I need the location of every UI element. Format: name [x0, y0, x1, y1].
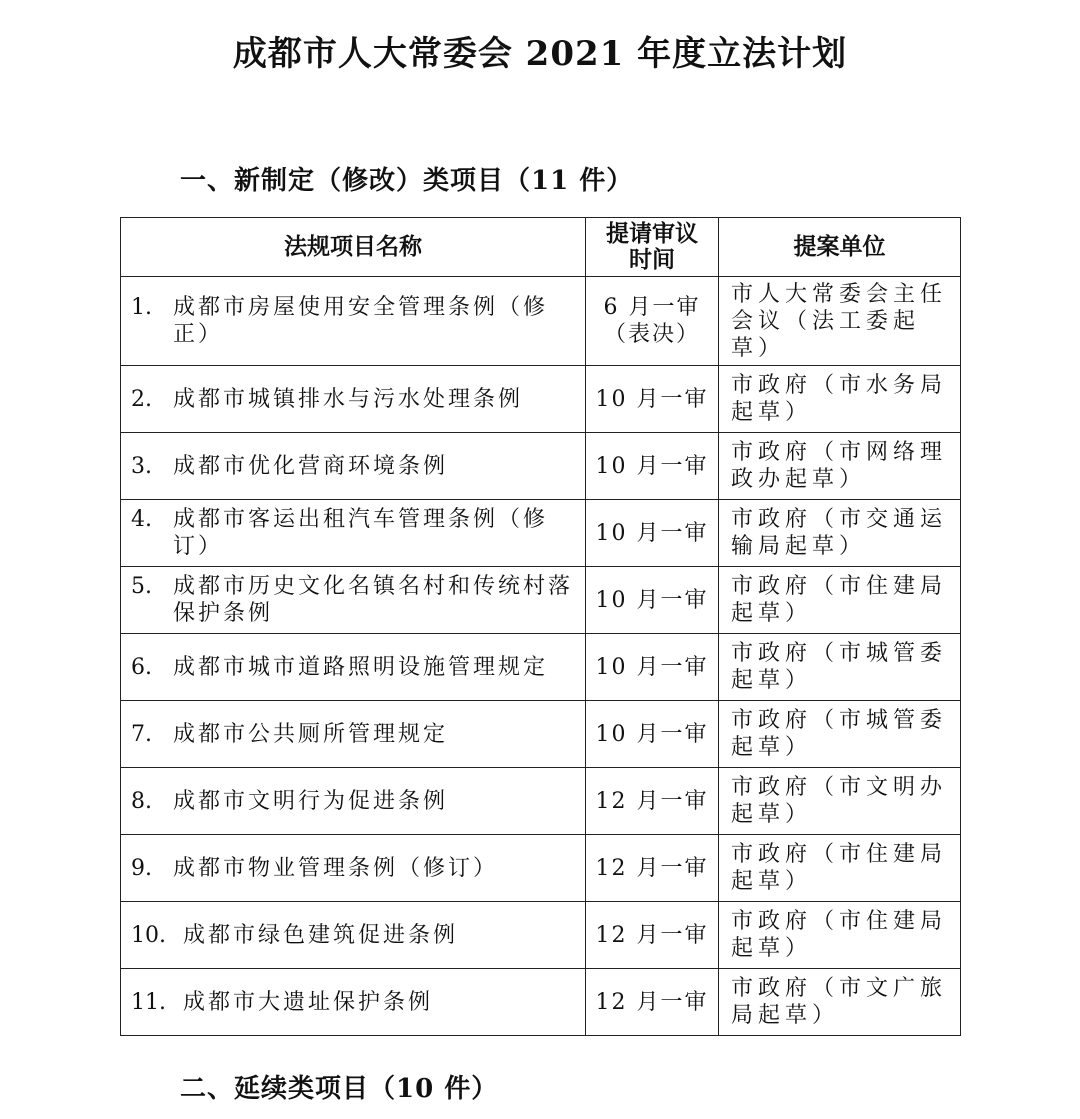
project-name-cell [121, 969, 586, 1036]
project-title: 成都市公共厕所管理规定 [173, 721, 449, 747]
project-title: 成都市大遗址保护条例 [183, 989, 434, 1015]
row-number: 10. [131, 922, 166, 948]
table-row [121, 902, 961, 969]
review-time-cell: 10 月一审 [586, 500, 719, 567]
project-title: 成都市文明行为促进条例 [173, 788, 449, 814]
project-name [121, 294, 585, 348]
project-name-cell [121, 433, 586, 500]
row-number: 4. [131, 507, 152, 532]
review-time-cell: 10 月一审 [586, 567, 719, 634]
review-time-cell: 12 月一审 [586, 902, 719, 969]
proposing-unit-cell: 市政府（市交通运输局起草） [719, 500, 961, 567]
project-name-cell [121, 277, 586, 366]
row-number: 6. [131, 654, 152, 680]
row-number: 3. [131, 453, 152, 479]
review-time-cell: 12 月一审 [586, 768, 719, 835]
project-title: 成都市客运出租汽车管理条例（修订） [173, 507, 549, 559]
project-title: 成都市城市道路照明设施管理规定 [173, 654, 549, 680]
project-name-cell [121, 634, 586, 701]
project-title: 成都市历史文化名镇名村和传统村落保护条例 [173, 574, 574, 626]
row-number: 8. [131, 788, 152, 814]
project-name [121, 654, 585, 681]
project-name [121, 855, 585, 882]
header-proposing-unit: 提案单位 [719, 218, 961, 277]
project-name-cell [121, 366, 586, 433]
proposing-unit-cell: 市政府（市住建局起草） [719, 567, 961, 634]
table-row [121, 277, 961, 366]
review-time-cell: 10 月一审 [586, 366, 719, 433]
row-number: 2. [131, 386, 152, 412]
project-name-cell [121, 902, 586, 969]
project-title: 成都市绿色建筑促进条例 [183, 922, 459, 948]
table-body [121, 277, 961, 1036]
project-name [121, 788, 585, 815]
table-row [121, 500, 961, 567]
project-title: 成都市优化营商环境条例 [173, 453, 449, 479]
table-row [121, 768, 961, 835]
project-name [121, 506, 585, 560]
row-number: 9. [131, 855, 152, 881]
header-review-time-line2: 时间 [629, 246, 675, 273]
review-time-cell: 6 月一审（表决） [586, 277, 719, 366]
review-time-cell: 10 月一审 [586, 433, 719, 500]
table-row [121, 433, 961, 500]
review-time-cell: 12 月一审 [586, 969, 719, 1036]
project-name-cell [121, 500, 586, 567]
proposing-unit-cell: 市政府（市文广旅局起草） [719, 969, 961, 1036]
header-project-name: 法规项目名称 [121, 218, 586, 277]
project-name-cell [121, 835, 586, 902]
table-row [121, 567, 961, 634]
proposing-unit-cell: 市人大常委会主任会议（法工委起草） [719, 277, 961, 366]
project-name-cell [121, 567, 586, 634]
project-title: 成都市房屋使用安全管理条例（修正） [173, 295, 549, 347]
project-name-cell [121, 701, 586, 768]
project-name [121, 721, 585, 748]
table-row [121, 634, 961, 701]
review-time-cell: 12 月一审 [586, 835, 719, 902]
table-row [121, 969, 961, 1036]
table-row [121, 701, 961, 768]
table-row [121, 366, 961, 433]
project-name [121, 922, 585, 949]
proposing-unit-cell: 市政府（市城管委起草） [719, 634, 961, 701]
row-number: 11. [131, 989, 166, 1015]
table-row [121, 835, 961, 902]
proposing-unit-cell: 市政府（市网络理政办起草） [719, 433, 961, 500]
project-name [121, 573, 585, 627]
row-number: 5. [131, 574, 152, 599]
proposing-unit-cell: 市政府（市文明办起草） [719, 768, 961, 835]
section-heading-new-projects: 一、新制定（修改）类项目（11 件） [180, 166, 634, 196]
header-review-time [586, 218, 719, 277]
section-heading-continued-projects: 二、延续类项目（10 件） [180, 1074, 499, 1104]
project-title: 成都市城镇排水与污水处理条例 [173, 386, 524, 412]
project-name-cell [121, 768, 586, 835]
header-review-time-line1: 提请审议 [606, 220, 698, 247]
legislation-plan-table [120, 217, 961, 1036]
document-title: 成都市人大常委会 2021 年度立法计划 [232, 34, 848, 74]
project-title: 成都市物业管理条例（修订） [173, 855, 499, 881]
proposing-unit-cell: 市政府（市住建局起草） [719, 902, 961, 969]
project-name [121, 453, 585, 480]
proposing-unit-cell: 市政府（市城管委起草） [719, 701, 961, 768]
project-name [121, 386, 585, 413]
row-number: 1. [131, 295, 152, 320]
project-name [121, 989, 585, 1016]
proposing-unit-cell: 市政府（市住建局起草） [719, 835, 961, 902]
table-header-row [121, 218, 961, 277]
proposing-unit-cell: 市政府（市水务局起草） [719, 366, 961, 433]
row-number: 7. [131, 721, 152, 747]
review-time-cell: 10 月一审 [586, 634, 719, 701]
review-time-cell: 10 月一审 [586, 701, 719, 768]
